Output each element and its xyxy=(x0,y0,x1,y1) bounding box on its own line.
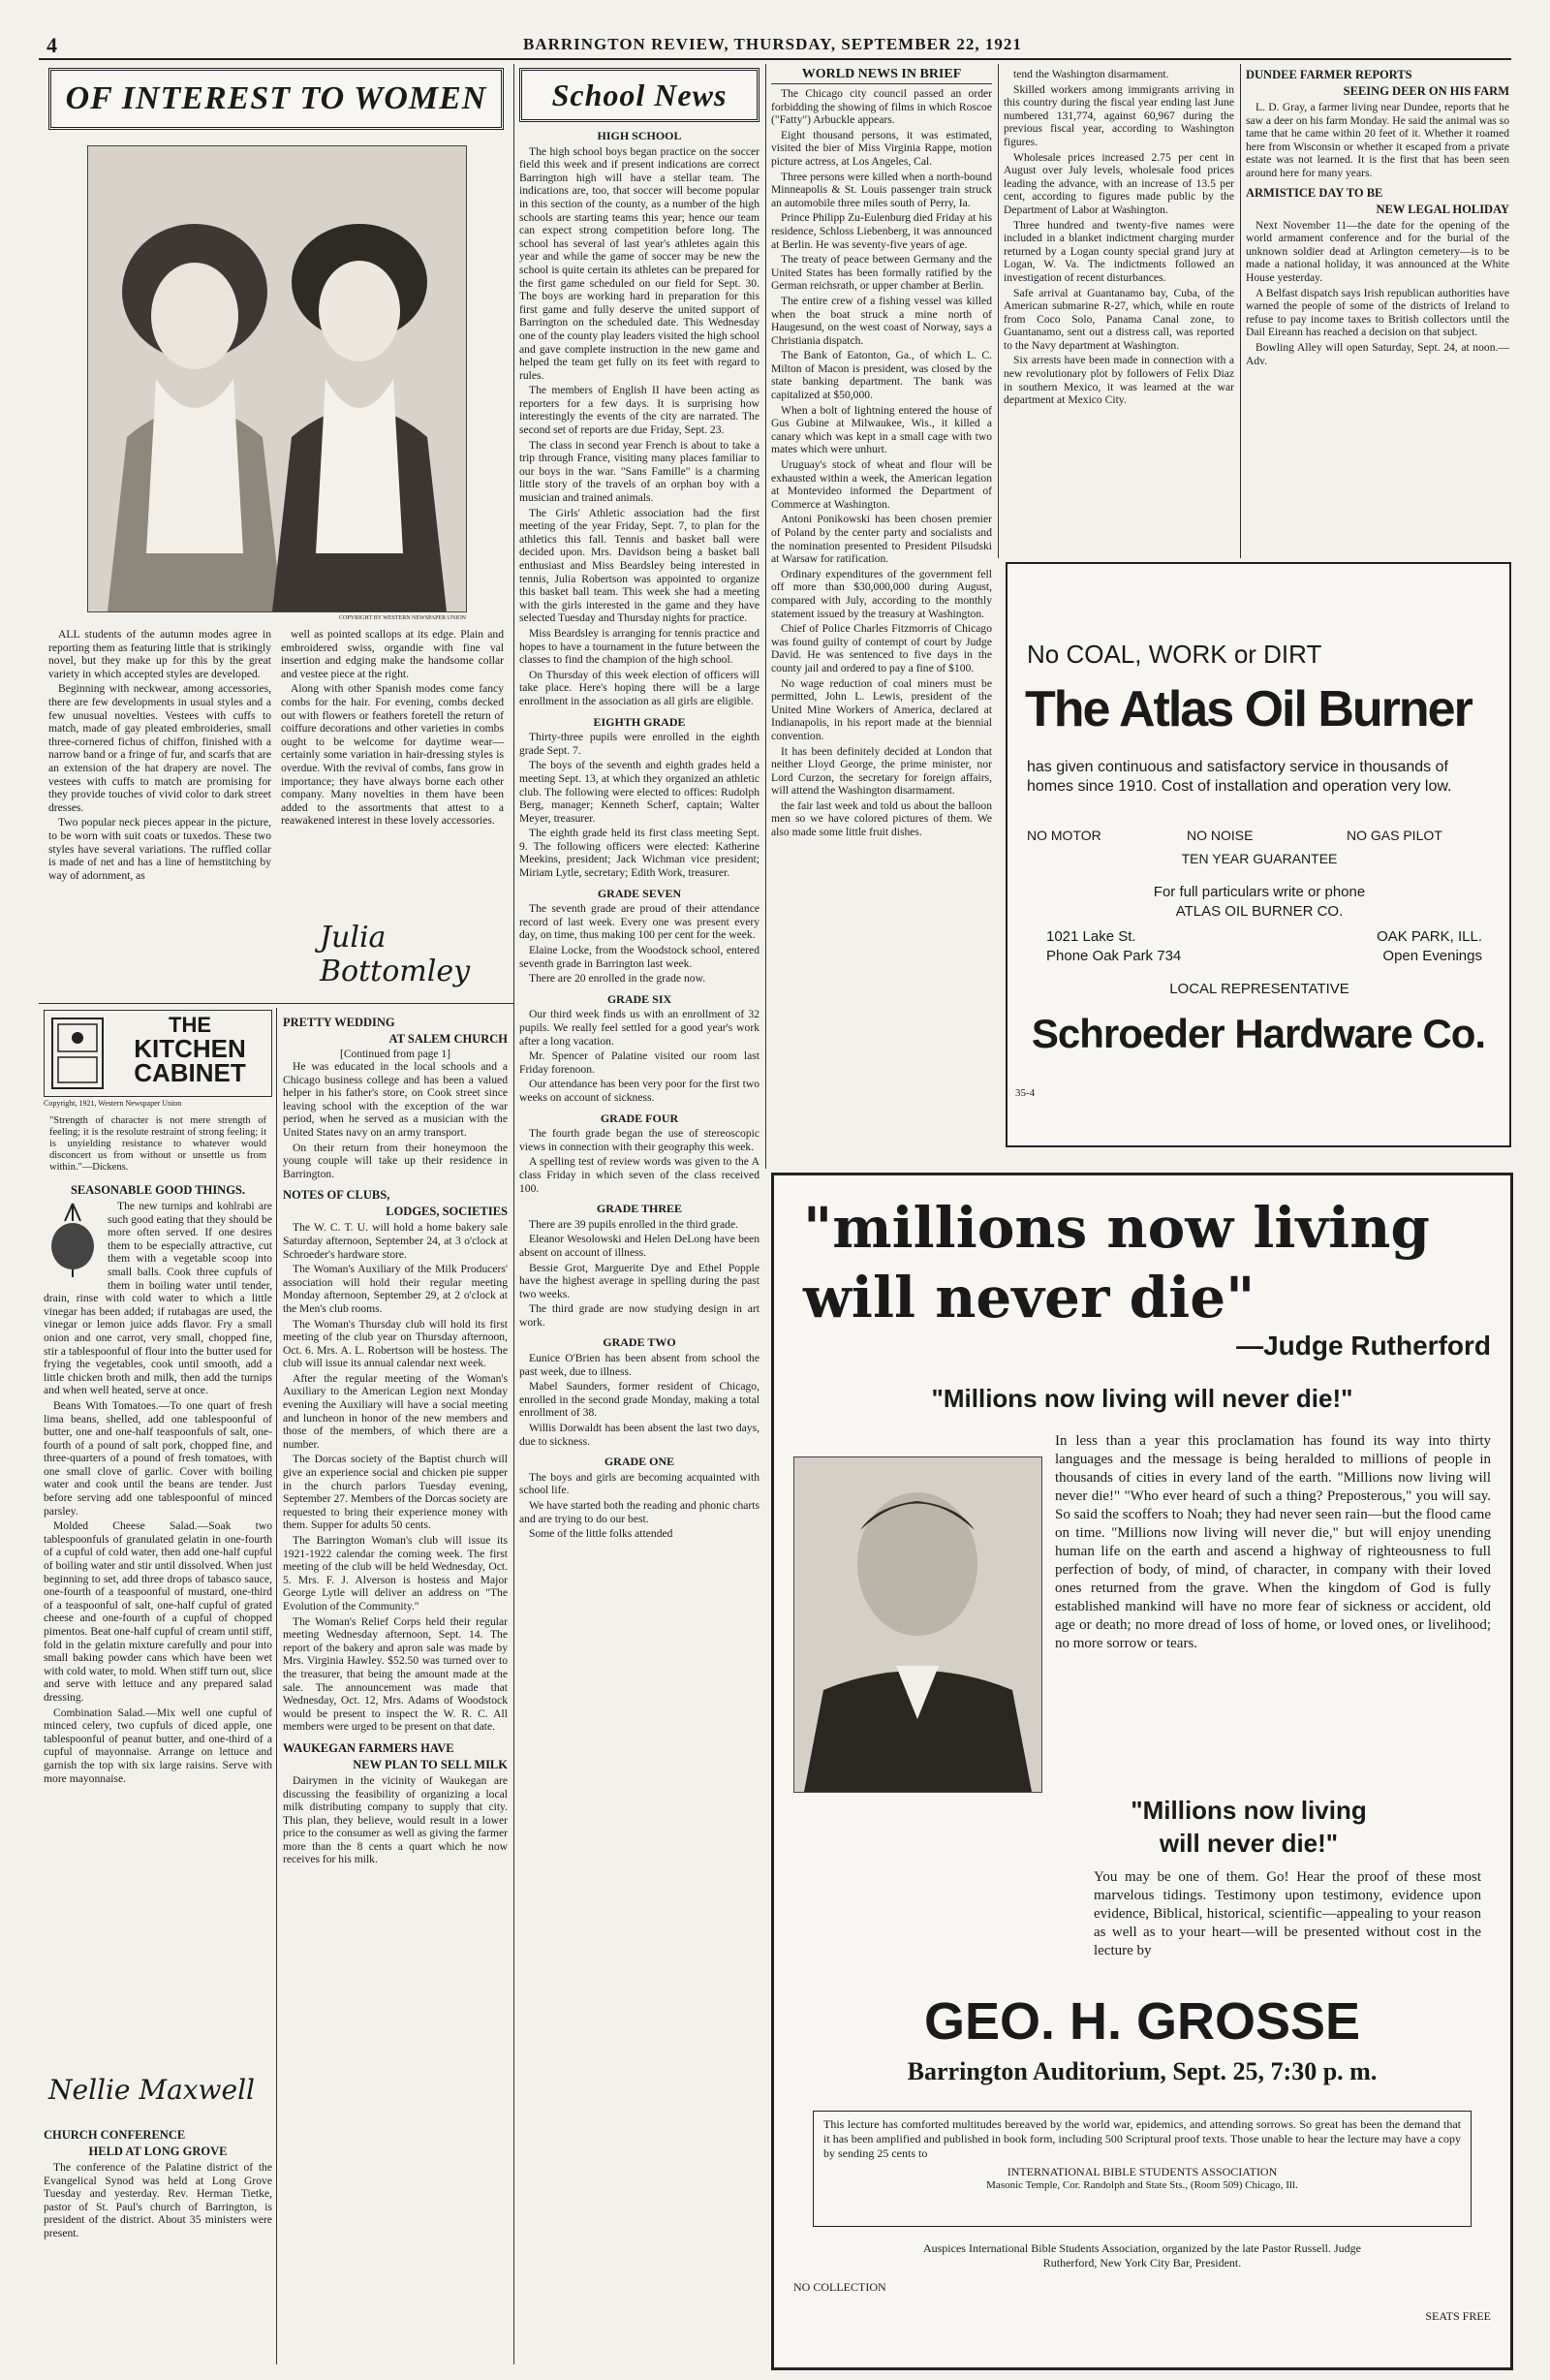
school-section-heading: HIGH SCHOOL xyxy=(597,129,682,142)
kitchen-logo-line2: KITCHEN xyxy=(134,1034,246,1063)
school-section-heading: GRADE SEVEN xyxy=(597,886,682,900)
armistice-heading-2: NEW LEGAL HOLIDAY xyxy=(1376,202,1509,216)
waukegan-heading-2: NEW PLAN TO SELL MILK xyxy=(353,1757,508,1771)
atlas-feature-1: NO MOTOR xyxy=(1027,828,1101,843)
paragraph: The boys and girls are becoming acquainted with school life. xyxy=(519,1470,760,1497)
wedding-heading-2: AT SALEM CHURCH xyxy=(388,1032,508,1046)
paragraph: L. D. Gray, a farmer living near Dundee, reports that he saw a deer on his farm Monday. He said the animal was so tame that he came within 20 feet of it. Whether it roamed here from Wisconsin or whether it escaped from a private estate was not learned. It is the first that has been seen around here for many years. xyxy=(1246,101,1509,179)
atlas-city: OAK PARK, ILL. xyxy=(1377,928,1482,945)
paragraph: Two popular neck pieces appear in the picture, to be worn with suit coats or tuxedos. These two styles have several variations. The ruffled collar is made of net and has a line of hemstitching by way of adornment, as xyxy=(48,816,271,882)
world-news-col2-section xyxy=(1004,68,1234,552)
school-section-heading: GRADE FOUR xyxy=(600,1111,679,1125)
world-news-col2 xyxy=(1004,68,1234,407)
atlas-tagline: No COAL, WORK or DIRT xyxy=(1027,640,1322,669)
dundee-heading-2: SEEING DEER ON HIS FARM xyxy=(1343,84,1509,98)
paragraph: Eunice O'Brien has been absent from school the past week, due to illness. xyxy=(519,1352,760,1378)
waukegan-heading-1: WAUKEGAN FARMERS HAVE xyxy=(283,1740,454,1755)
school-section-heading: EIGHTH GRADE xyxy=(593,714,686,729)
women-signature: Julia Bottomley xyxy=(320,921,471,988)
paragraph: Next November 11—the date for the opening of the world armament conference and for the burial of the unknown soldier dead at Arlington cemetery—is to be made a national holiday, it was announced at the White House yesterday. xyxy=(1246,218,1509,284)
millions-subheading-2a: "Millions now living xyxy=(1131,1796,1367,1825)
dundee-heading-1: DUNDEE FARMER REPORTS xyxy=(1246,68,1412,81)
paragraph: Mr. Spencer of Palatine visited our room last Friday forenoon. xyxy=(519,1049,760,1076)
millions-subheading: "Millions now living will never die!" xyxy=(931,1384,1353,1413)
paragraph: The boys of the seventh and eighth grades held a meeting Sept. 13, at which they organized an athletic club. The following were elected to offices: Rudolph Berg, manager; Kenneth Scherf, captain; Walter Meyer, treasurer. xyxy=(519,759,760,825)
news-item: Chief of Police Charles Fitzmorris of Chicago was found guilty of contempt of court by Judge David. He was sentenced to five days in the county jail and ordered to pay a fine of $100. xyxy=(771,622,992,674)
column-rule xyxy=(513,64,514,2364)
women-heading: OF INTEREST TO WOMEN xyxy=(48,68,504,130)
waukegan-body xyxy=(283,1774,508,1866)
kitchen-copyright: Copyright, 1921, Western Newspaper Union xyxy=(44,1099,182,1108)
news-item: The treaty of peace between Germany and the United States has been formally ratified by the German reichsrath, or upper chamber at Berlin. xyxy=(771,253,992,293)
millions-venue: Barrington Auditorium, Sept. 25, 7:30 p. m. xyxy=(907,2057,1378,2085)
column-rule xyxy=(765,64,766,1169)
turnip-icon xyxy=(44,1200,102,1277)
paragraph: The Woman's Thursday club will hold its first meeting of the club year on Thursday afternoon, Oct. 6. Mrs. A. L. Robertson will be hostess. The club will issue its annual calendar next week. xyxy=(283,1317,508,1370)
news-item: Uruguay's stock of wheat and flour will be exhausted within a week, the American legation at Montevideo informed the Department of Commerce at Washington. xyxy=(771,458,992,511)
paragraph: Eleanor Wesolowski and Helen DeLong have been absent on account of illness. xyxy=(519,1233,760,1259)
atlas-guarantee: TEN YEAR GUARANTEE xyxy=(1181,851,1338,866)
paragraph: Bessie Grot, Marguerite Dye and Ethel Popple have the highest average in spelling during the past two weeks. xyxy=(519,1261,760,1300)
women-col2 xyxy=(281,628,504,919)
paragraph: There are 39 pupils enrolled in the third grade. xyxy=(529,1217,739,1231)
millions-attribution: —Judge Rutherford xyxy=(1236,1331,1491,1361)
millions-subheading-2b: will never die!" xyxy=(1159,1829,1339,1858)
millions-headline-2: will never die" xyxy=(803,1265,1256,1331)
armistice-body xyxy=(1246,219,1509,368)
news-item: tend the Washington disarmament. xyxy=(1013,68,1169,80)
paragraph: ALL students of the autumn modes agree in reporting them as featuring little that is strikingly novel, but they make up for this by the great variety in which accepted styles are developed. xyxy=(48,628,271,680)
paragraph: On Thursday of this week election of officers will take place. Here's hoping there will be a large enrollment in the association as all girls are eligible. xyxy=(519,668,760,707)
paragraph: We have started both the reading and phonic charts and are trying to do our best. xyxy=(519,1499,760,1525)
kitchen-heading: SEASONABLE GOOD THINGS. xyxy=(70,1183,246,1197)
paragraph: The Girls' Athletic association had the first meeting of the year Friday, Sept. 7, to plan for the athletics this fall. Tennis and basket ball were decided upon. Mrs. Davidson being a basket ball enthusiast and Miss Beardsley being interested in tennis, Julia Robertson was appointed to organize this basket ball team. This week she had a meeting with the girls interested in the game and they have selected Tuesday and Thursday nights for practice. xyxy=(519,506,760,625)
atlas-company: ATLAS OIL BURNER CO. xyxy=(1175,903,1344,920)
column-rule xyxy=(998,64,999,558)
kitchen-logo-line1: THE xyxy=(169,1013,211,1037)
kitchen-quote: "Strength of character is not mere strength of feeling; it is the resolute restraint of strong feeling; it is unyielding resistance to whatever would disconcert us from without or unsettle us from within."—Dickens. xyxy=(49,1115,266,1173)
paragraph: After the regular meeting of the Woman's Auxiliary to the American Legion next Monday evening the Auxiliary will have a social meeting and luncheon in honor of the new members and those of the members, of which there are a number. xyxy=(283,1371,508,1451)
atlas-name: The Atlas Oil Burner xyxy=(1025,681,1472,737)
fashion-illustration-icon xyxy=(88,146,466,611)
clubs-heading-2: LODGES, SOCIETIES xyxy=(386,1205,508,1219)
atlas-body: has given continuous and satisfactory service in thousands of homes since 1910. Cost of installation and operation very low. xyxy=(1027,759,1452,795)
paragraph: On their return from their honeymoon the young couple will take up their residence in Barrington. xyxy=(283,1141,508,1180)
paragraph: A Belfast dispatch says Irish republican authorities have warned the people of some of the districts of Ireland to refuse to pay income taxes to British collectors until the Dail Eireann has reached a decision on that subject. xyxy=(1246,286,1509,339)
news-item: The Bank of Eatonton, Ga., of which L. C. Milton of Macon is president, was closed by the state banking department. The bank was capitalized at $50,000. xyxy=(771,349,992,402)
paragraph: The Barrington Woman's club will issue its 1921-1922 calendar the coming week. The first meeting of the club will be held Wednesday, Oct. 5. Mrs. F. J. Alverson is hostess and Major George Lytle will deliver an address on "The Evolution of the Community." xyxy=(283,1534,508,1613)
millions-info-box xyxy=(813,2111,1472,2227)
paragraph: Our attendance has been very poor for the first two weeks on account of sickness. xyxy=(519,1078,760,1104)
paragraph: Mabel Saunders, former resident of Chicago, enrolled in the second grade Monday, making a total enrollment of 38. xyxy=(519,1380,760,1420)
right-column-news xyxy=(1246,68,1509,552)
section-rule xyxy=(39,1003,513,1004)
millions-auspices: Auspices International Bible Students Association, organized by the late Pastor Russell. Judge Rutherford, New York City Bar, President. xyxy=(922,2241,1362,2270)
news-item: The Chicago city council passed an order forbidding the showing of films in which Roscoe ("Fatty") Arbuckle appears. xyxy=(771,87,992,127)
paragraph: The new turnips and kohlrabi are such good eating that they should be more often served. If one desires them to be especially attractive, cut them with a vegetable scoop into small balls. Cook three cupfuls of them in boiling water until tender, drain, rinse with cold water to which a little vinegar has been added; if rutabagas are used, the vinegar or lemon juice adds flavor. Fry a small onion and one carrot, very small, chopped fine, stir a tablespoonful of flour into the butter used for frying the vegetables, cook until smooth, add a little chicken broth and milk, then add the turnips and when well heated, serve at once. xyxy=(44,1200,272,1397)
fashion-photo xyxy=(87,145,467,612)
news-item: Safe arrival at Guantanamo bay, Cuba, of the American submarine R-27, which, while en route from Coco Solo, Panama Canal zone, to Guantanamo, sent out a distress call, was reported to the Navy department at Washington. xyxy=(1004,286,1234,352)
column-rule xyxy=(1240,64,1241,558)
school-news-section xyxy=(519,68,760,2364)
atlas-local: LOCAL REPRESENTATIVE xyxy=(1169,981,1349,997)
news-item: Eight thousand persons, it was estimated, visited the bier of Miss Virginia Rappe, motion picture actress, at Los Angeles, Cal. xyxy=(771,128,992,168)
paragraph: He was educated in the local schools and a Chicago business college and has been a valued helper in his father's store, on Cook street since leaving school with the exception of the war period, when he served as a musician with the United States navy on an army transport. xyxy=(283,1060,508,1139)
millions-body-2: You may be one of them. Go! Hear the proof of these most marvelous tidings. Testimony upon testimony, evidence upon evidence, Biblical, historical, scientific—appealing to your reason as well as to your heart—will be presented without cost in the lecture by xyxy=(1094,1869,1481,1958)
wedding-body xyxy=(283,1060,508,1180)
paragraph: Beans With Tomatoes.—To one quart of fresh lima beans, shelled, add one tablespoonful of butter, one and one-half teaspoonfuls of salt, one-fourth of a pound of salt pork, chopped fine, and three-quarters of a pound of fresh tomatoes, with one small clove of garlic. Cover with boiling water and cook until the beans are tender. Just before serving add one tablespoonful of minced parsley. xyxy=(44,1398,272,1518)
kitchen-logo-line3: CABINET xyxy=(134,1058,246,1087)
column-two-lower xyxy=(283,1010,508,2364)
millions-assoc-address: Masonic Temple, Cor. Randolph and State Sts., (Room 509) Chicago, Ill. xyxy=(986,2179,1298,2191)
atlas-feature-3: NO GAS PILOT xyxy=(1347,828,1442,843)
news-item: Three hundred and twenty-five names were included in a blanket indictment charging murder returned by a Logan county special grand jury at Logan, W. Va. The indictments followed an investigation of recent disturbances. xyxy=(1004,218,1234,284)
millions-speaker: GEO. H. GROSSE xyxy=(923,1992,1361,2051)
wedding-continued: [Continued from page 1] xyxy=(339,1049,450,1060)
church-heading-1: CHURCH CONFERENCE xyxy=(44,2128,186,2142)
paragraph: Along with other Spanish modes come fancy combs for the hair. For evening, combs decked out with flowers or feathers foretell the return of coiffure decorations and other varieties in combs ought to be welcome for daytime wear—certainly some variation in hair-dressing styles is overdue. With the revival of combs, fans grow in importance; they have always borne each other company. Many novelties in them have been added to the assortments that attest to a reawakened interest in these lovely accessories. xyxy=(281,682,504,828)
school-section-heading: GRADE THREE xyxy=(596,1202,683,1216)
school-section-heading: GRADE SIX xyxy=(606,991,672,1006)
paragraph: Combination Salad.—Mix well one cupful of minced celery, two cupfuls of diced apple, one tablespoonful of peanut butter, and one-third of a cupful of mayonnaise. Arrange on lettuce and garnish the top with six large raisins. Serve with more mayonnaise. xyxy=(44,1706,272,1785)
page-number: 4 xyxy=(46,33,57,57)
world-news-heading: WORLD NEWS IN BRIEF xyxy=(771,68,992,84)
news-item: Three persons were killed when a north-bound Minneapolis & St. Louis passenger train struck an automobile three miles south of Perry, Ia. xyxy=(771,170,992,209)
paragraph: Willis Dorwaldt has been absent the last two days, due to sickness. xyxy=(519,1422,760,1448)
paragraph: Beginning with neckwear, among accessories, there are few developments in usual styles and a few unusual novelties. Vestees with cuffs to match, made of gay pleated embroideries, small three-cornered fichus of chiffon, finished with a narrow band or a fringe of fur, and scarfs that are an extension of the hat drapery are novel. The vestees with cuffs to match are promising for they provide touches of vivid color to dark street dresses. xyxy=(48,682,271,814)
news-item: When a bolt of lightning entered the house of Gus Gubine at Milwaukee, Wis., it killed a canary which was kept in a small cage with two mates which were unhurt. xyxy=(771,403,992,456)
school-section-heading: GRADE TWO xyxy=(603,1335,676,1350)
clubs-body xyxy=(283,1221,508,1734)
paragraph: The high school boys began practice on the soccer field this week and if present indications are correct Barrington high will have a stellar team. The indications are, too, that soccer will become popular in this section of the county, as a number of the high schools are starting teams this year; hence our team can expect strong competition before long. The school has several of last year's athletes again this year and while the game of soccer may be new the school is quite certain its athletes can be prepared for the first game scheduled on our field for Sept. 30. The boys are working hard in preparation for this first game and fully deserve the united support of Barrington on the scheduled date. This Wednesday one of the county play leaders visited the high school and gave complete instruction in the new game and helped the team get fully on its feet with regard to rules. xyxy=(519,144,760,382)
world-news-section xyxy=(771,68,992,1173)
paragraph: The eighth grade held its first class meeting Sept. 9. The following officers were elected: Katherine Meekins, president; Jack Wichman vice president; Miriam Lytle, secretary; Edith Work, treasurer. xyxy=(519,827,760,880)
news-item: No wage reduction of coal miners must be permitted, John L. Lewis, president of the United Mine Workers of America, declared at Indianapolis, in his report made at the biennial convention. xyxy=(771,676,992,742)
paragraph: The third grade are now studying design in art work. xyxy=(519,1302,760,1329)
millions-body-1: In less than a year this proclamation has found its way into thirty languages and the message is being heralded to millions of people in thousands of cities in every land of the earth. "Millions now living will never die!" "Who ever heard of such a thing? Preposterous," you will say. So said the scoffers to Noah; they had never seen rain—but the flood came on time. "Millions now living will never die," but will enjoy unending human life on the earth and ascend a highway of righteousness to full perfection of body, of mind, of character, in company with their loved ones returned from the grave. When the kingdom of God is fully established mankind will have no more fear of sickness or accident, old age or death; no more dread of loss of home, or loved ones, or livelihood; no more sorrow or tears. xyxy=(1055,1433,1491,1651)
women-section xyxy=(48,68,504,998)
school-news-heading: School News xyxy=(519,68,760,122)
news-item: Six arrests have been made in connection with a new revolutionary plot by followers of Felix Diaz in southern Mexico, it was learned at the war department at Mexico City. xyxy=(1004,354,1234,407)
kitchen-logo xyxy=(44,1010,272,1097)
kitchen-signature: Nellie Maxwell xyxy=(48,2074,256,2106)
news-item: the fair last week and told us about the balloon men so we have colored pictures of them. We also made some little fruit dishes. xyxy=(771,799,992,839)
women-col1 xyxy=(48,628,271,998)
atlas-phone: Phone Oak Park 734 xyxy=(1046,948,1182,964)
paragraph: The conference of the Palatine district of the Evangelical Synod was held at Long Grove Tuesday and yesterday. Rev. Herman Tietke, pastor of St. Paul's church of Barrington, is president of the district. About 35 ministers were present. xyxy=(44,2161,272,2239)
atlas-feature-2: NO NOISE xyxy=(1187,828,1254,843)
paragraph: A spelling test of review words was given to the A class Friday in which seven of the class received 100. xyxy=(519,1155,760,1195)
kitchen-body xyxy=(44,1200,272,1785)
school-section-heading: GRADE ONE xyxy=(604,1455,675,1469)
church-heading-2: HELD AT LONG GROVE xyxy=(88,2145,228,2158)
atlas-oil-burner-ad xyxy=(1006,562,1511,1147)
news-item: Prince Philipp Zu-Eulenburg died Friday at his residence, Schloss Liebenberg, it was announced at Berlin. He was seventy-five years of age. xyxy=(771,211,992,251)
millions-now-living-ad xyxy=(771,1173,1513,2370)
paragraph: The W. C. T. U. will hold a home bakery sale Saturday afternoon, September 24, at 3 o'clock at Schroeder's hardware store. xyxy=(283,1221,508,1261)
dundee-body xyxy=(1246,101,1509,180)
news-item: It has been definitely decided at London that neither Lloyd George, the prime minister, nor Lord Curzon, the secretary for foreign affairs, will attend the Washington disarmament. xyxy=(771,744,992,798)
atlas-dealer: Schroeder Hardware Co. xyxy=(1031,1011,1486,1056)
news-item: The entire crew of a fishing vessel was killed when the boat struck a mine north of Haugesund, on the west coast of Norway, says a Christiania dispatch. xyxy=(771,294,992,347)
kitchen-cabinet-icon xyxy=(48,1015,107,1092)
news-item: Wholesale prices increased 2.75 per cent in August over July levels, wholesale food prices leading the advance, with an increase of 13.5 per cent, according to figures made public by the Department of Labor at Washington. xyxy=(1004,150,1234,216)
paragraph: The Dorcas society of the Baptist church will give an experience social and chicken pie supper in the church parlors Tuesday evening, September 27. Members of the Dorcas society are requested to bring their experience money with them. Supper for adults 50 cents. xyxy=(283,1453,508,1532)
news-item: Ordinary expenditures of the government fell off more than $30,000,000 during August, compared with July, according to the monthly statement issued by the treasury at Washington. xyxy=(771,567,992,620)
kitchen-section xyxy=(44,1010,272,2071)
paragraph: There are 20 enrolled in the grade now. xyxy=(529,972,706,986)
paragraph: Molded Cheese Salad.—Soak two tablespoonfuls of granulated gelatin in one-fourth of a cupful of cold water, then add one-half cupful of boiling water and stir until dissolved. When just beginning to set, add three drops of tabasco sauce, one-fourth of a teaspoonful of mustard, one-third of a teaspoonful of salt, one-half cupful of grated cheese and one-fourth of a cupful of chopped pimentos. Beat one-half cupful of cream until stiff, fold in the gelatin mixture carefully and pour into small baking powder cans which have been wet with cold water, to mold. When stiff turn out, slice and serve with lettuce and any prepared salad dressing. xyxy=(44,1519,272,1704)
paragraph: Dairymen in the vicinity of Waukegan are discussing the feasibility of organizing a local milk distributing company to supply that city. This plan, they believe, would result in a lower price to the consumer as well as giving the farmer more than the 8 cents a quart which he now receives for his milk. xyxy=(283,1773,508,1866)
paragraph: well as pointed scallops at its edge. Plain and embroidered swiss, organdie with fine val insertion and edging make the handsome collar and vestee piece at the right. xyxy=(281,628,504,680)
column-rule xyxy=(276,1008,277,2364)
rutherford-portrait xyxy=(793,1456,1042,1793)
news-item: Skilled workers among immigrants arriving in this country during the fiscal year ending last June numbered 131,774, against 60,967 during the previous fiscal year, according to Washington figures. xyxy=(1004,82,1234,148)
millions-no-collection: NO COLLECTION xyxy=(793,2280,886,2294)
school-news-body xyxy=(519,130,760,1541)
masthead xyxy=(39,29,1511,60)
paragraph: The class in second year French is about to take a trip through France, visiting many places familiar to our boys in the war. "Sans Famille" is a charming little story of the travels of an orphan boy with a musician and trained animals. xyxy=(519,438,760,505)
clubs-heading-1: NOTES OF CLUBS, xyxy=(283,1188,390,1203)
paragraph: Our third week finds us with an enrollment of 32 pupils. We really feel settled for a good year's work after a long vacation. xyxy=(519,1008,760,1048)
paragraph: Thirty-three pupils were enrolled in the eighth grade Sept. 7. xyxy=(519,731,760,757)
portrait-icon xyxy=(794,1457,1041,1792)
wedding-heading-1: PRETTY WEDDING xyxy=(283,1016,395,1029)
paragraph: Some of the little folks attended xyxy=(529,1527,673,1541)
armistice-heading-1: ARMISTICE DAY TO BE xyxy=(1246,185,1383,200)
paragraph: The seventh grade are proud of their attendance record of last week. Every one was present every day, on time, thus making 100 per cent for the week. xyxy=(519,902,760,942)
church-body xyxy=(44,2161,272,2240)
millions-box-text: This lecture has comforted multitudes bereaved by the world war, epidemics, and attending sorrows. So great has been the demand that it has been amplified and published in book form, including 500 Scriptural proof texts. Those unable to hear the lecture may have a copy by sending 25 cents to xyxy=(823,2117,1461,2160)
church-section xyxy=(44,2122,272,2364)
paragraph: The fourth grade began the use of stereoscopic views in connection with their geography this week. xyxy=(519,1127,760,1153)
atlas-hours: Open Evenings xyxy=(1382,948,1482,964)
news-item: Antoni Ponikowski has been chosen premier of Poland by the center party and socialists and the nomination presented to President Pilsudski at Warsaw for ratification. xyxy=(771,513,992,566)
paragraph: Miss Beardsley is arranging for tennis practice and hopes to have a tournament in the future between the classes to find the champion of the high school. xyxy=(519,626,760,667)
atlas-info: For full particulars write or phone xyxy=(1153,884,1366,900)
atlas-address: 1021 Lake St. xyxy=(1046,928,1136,945)
world-news-col1 xyxy=(771,87,992,839)
paragraph: The members of English II have been acting as reporters for a few days. It is surprising how interestingly the events of the city are narrated. The second set of reports are due Friday, Sept. 23. xyxy=(519,384,760,437)
paragraph: The Woman's Relief Corps held their regular meeting Wednesday afternoon, Sept. 14. The report of the bakery and apron sale was made by Mrs. Virginia Hawley. $52.50 was turned over to the treasurer, that being the amount made at the sale. The announcement was made that Wednesday, Oct. 12, Mrs. Adams of Woodstock would be present to inspect the W. R. C. All members were urged to be present on that date. xyxy=(283,1614,508,1734)
millions-seats-free: SEATS FREE xyxy=(1425,2309,1491,2323)
paragraph: Elaine Locke, from the Woodstock school, entered seventh grade in Barrington last week. xyxy=(519,944,760,970)
paragraph: The Woman's Auxiliary of the Milk Producers' association will hold their regular meeting Monday afternoon, September 29, at 2 o'clock at the Men's club rooms. xyxy=(283,1263,508,1315)
photo-credit: COPYRIGHT BY WESTERN NEWSPAPER UNION xyxy=(339,615,467,621)
millions-headline-1: "millions now living xyxy=(803,1195,1430,1261)
paragraph: Bowling Alley will open Saturday, Sept. 24, at noon.—Adv. xyxy=(1246,340,1509,367)
masthead-title: BARRINGTON REVIEW, THURSDAY, SEPTEMBER 22, 1921 xyxy=(523,35,1022,53)
millions-assoc: INTERNATIONAL BIBLE STUDENTS ASSOCIATION xyxy=(1007,2165,1278,2178)
atlas-code: 35-4 xyxy=(1015,1087,1036,1099)
